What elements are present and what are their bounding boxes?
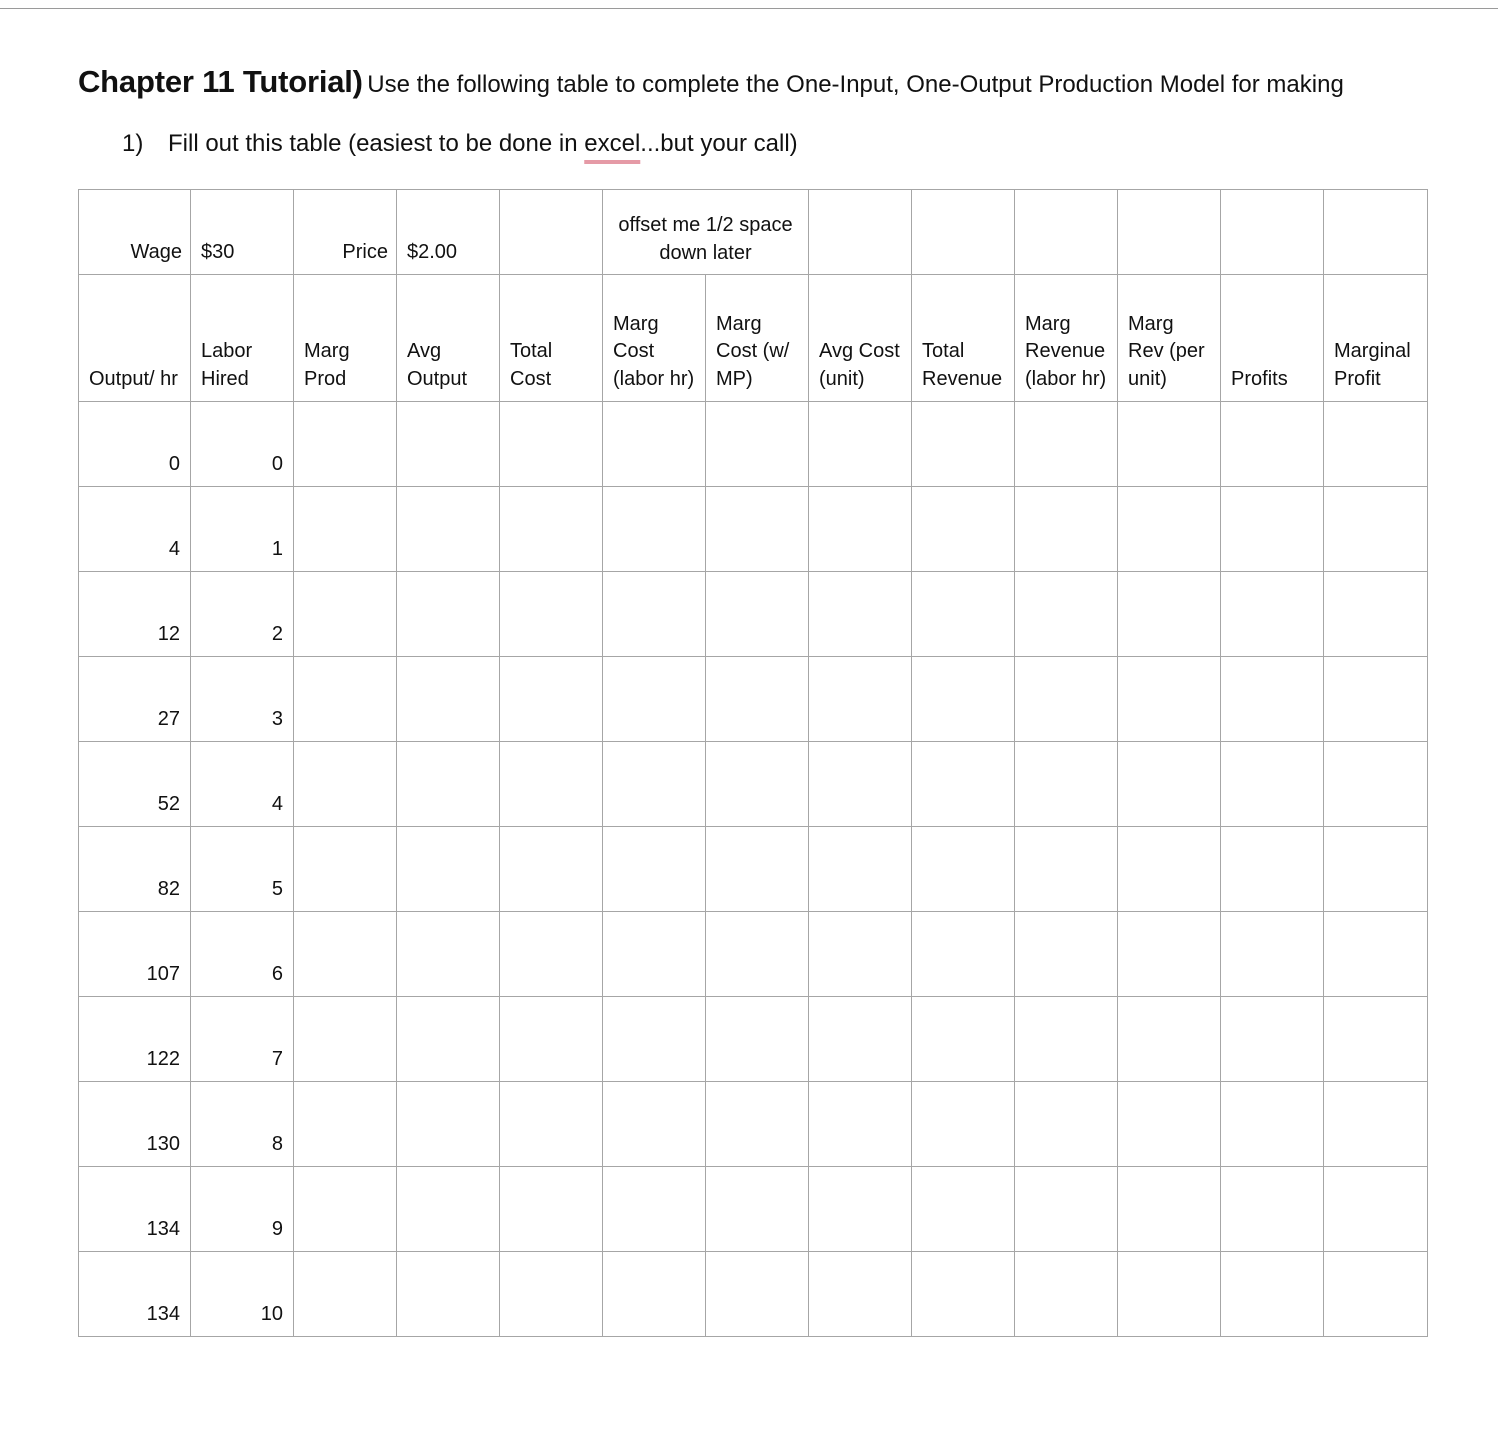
table-cell[interactable] (706, 1082, 809, 1167)
table-row (79, 402, 1428, 487)
table-cell[interactable] (1324, 1082, 1428, 1167)
table-row (79, 827, 1428, 912)
column-header: Profits (1221, 275, 1324, 402)
offset-note: offset me 1/2 space down later (603, 190, 809, 275)
table-cell[interactable] (294, 657, 397, 742)
table-row (79, 742, 1428, 827)
table-cell[interactable] (294, 997, 397, 1082)
table-cell[interactable] (397, 742, 500, 827)
table-cell[interactable] (294, 487, 397, 572)
labor-cell[interactable]: 7 (191, 997, 294, 1082)
table-cell[interactable] (500, 997, 603, 1082)
table-cell[interactable] (397, 487, 500, 572)
spellcheck-flagged-word[interactable]: excel (584, 130, 641, 157)
table-cell[interactable] (603, 657, 706, 742)
table-cell[interactable] (809, 1167, 912, 1252)
table-cell[interactable] (1324, 657, 1428, 742)
table-cell[interactable] (397, 997, 500, 1082)
labor-cell[interactable]: 6 (191, 912, 294, 997)
table-cell[interactable] (500, 742, 603, 827)
labor-cell[interactable]: 9 (191, 1167, 294, 1252)
title-rest: Use the following table to complete the One-Input, One-Output Production Model for making (367, 71, 1344, 98)
table-cell[interactable] (1118, 912, 1221, 997)
table-cell[interactable] (397, 1082, 500, 1167)
table-cell[interactable] (294, 402, 397, 487)
output-cell[interactable]: 4 (79, 487, 191, 572)
table-cell[interactable] (1221, 1252, 1324, 1337)
table-cell[interactable] (294, 1167, 397, 1252)
column-header: Marginal Profit (1324, 275, 1428, 402)
table-cell[interactable] (397, 1252, 500, 1337)
table-cell[interactable] (500, 657, 603, 742)
table-cell[interactable] (500, 1167, 603, 1252)
table-cell[interactable] (1221, 572, 1324, 657)
table-cell[interactable] (1118, 1252, 1221, 1337)
output-cell[interactable]: 134 (79, 1167, 191, 1252)
table-cell[interactable] (912, 1167, 1015, 1252)
table-cell[interactable] (1324, 572, 1428, 657)
table-cell[interactable] (397, 402, 500, 487)
table-cell[interactable] (1324, 190, 1428, 275)
table-cell[interactable] (294, 1082, 397, 1167)
table-cell[interactable] (1324, 742, 1428, 827)
table-cell[interactable] (1118, 997, 1221, 1082)
labor-cell[interactable]: 3 (191, 657, 294, 742)
page-title (78, 60, 1478, 110)
table-cell[interactable] (1324, 1167, 1428, 1252)
table-cell[interactable] (294, 912, 397, 997)
table-cell[interactable] (1324, 487, 1428, 572)
table-cell[interactable] (809, 402, 912, 487)
output-cell[interactable]: 82 (79, 827, 191, 912)
table-cell[interactable] (912, 912, 1015, 997)
table-cell[interactable] (1221, 402, 1324, 487)
table-cell[interactable] (809, 487, 912, 572)
price-value[interactable]: $2.00 (397, 190, 500, 275)
title-bold: Chapter 11 Tutorial) (78, 64, 363, 99)
labor-cell[interactable]: 4 (191, 742, 294, 827)
output-cell[interactable]: 27 (79, 657, 191, 742)
table-cell[interactable] (500, 827, 603, 912)
table-cell[interactable] (500, 572, 603, 657)
column-header: Marg Rev (per unit) (1118, 275, 1221, 402)
instruction-number: 1) (122, 130, 144, 157)
instruction (122, 124, 798, 164)
table-cell[interactable] (912, 190, 1015, 275)
table-cell[interactable] (603, 742, 706, 827)
table-cell[interactable] (294, 827, 397, 912)
column-header: Marg Cost (labor hr) (603, 275, 706, 402)
table-cell[interactable] (603, 1167, 706, 1252)
output-cell[interactable]: 134 (79, 1252, 191, 1337)
table-cell[interactable] (1015, 1252, 1118, 1337)
table-cell[interactable] (912, 1082, 1015, 1167)
table-cell[interactable] (1324, 827, 1428, 912)
table-cell[interactable] (397, 1167, 500, 1252)
labor-cell[interactable]: 8 (191, 1082, 294, 1167)
table-cell[interactable] (706, 487, 809, 572)
table-cell[interactable] (809, 190, 912, 275)
table-cell[interactable] (912, 742, 1015, 827)
labor-cell[interactable]: 5 (191, 827, 294, 912)
table-cell[interactable] (809, 997, 912, 1082)
table-cell[interactable] (912, 997, 1015, 1082)
output-cell[interactable]: 107 (79, 912, 191, 997)
table-cell[interactable] (397, 657, 500, 742)
table-cell[interactable] (912, 572, 1015, 657)
table-cell[interactable] (603, 1082, 706, 1167)
table-cell[interactable] (1118, 487, 1221, 572)
column-header: Output/ hr (79, 275, 191, 402)
column-header: Total Revenue (912, 275, 1015, 402)
table-cell[interactable] (1324, 1252, 1428, 1337)
labor-cell[interactable]: 1 (191, 487, 294, 572)
table-row (79, 997, 1428, 1082)
table-cell[interactable] (1221, 912, 1324, 997)
table-cell[interactable] (809, 912, 912, 997)
labor-cell[interactable]: 2 (191, 572, 294, 657)
table-cell[interactable] (1015, 190, 1118, 275)
table-cell[interactable] (294, 742, 397, 827)
table-cell[interactable] (809, 657, 912, 742)
column-header: Avg Output (397, 275, 500, 402)
table-cell[interactable] (603, 1252, 706, 1337)
table-cell[interactable] (397, 912, 500, 997)
table-cell[interactable] (1118, 1082, 1221, 1167)
price-label: Price (294, 190, 397, 275)
table-cell[interactable] (706, 742, 809, 827)
table-cell[interactable] (1015, 827, 1118, 912)
table-cell[interactable] (1221, 657, 1324, 742)
table-row (79, 487, 1428, 572)
column-header: Labor Hired (191, 275, 294, 402)
table-cell[interactable] (1015, 742, 1118, 827)
table-cell[interactable] (809, 1252, 912, 1337)
table-cell[interactable] (706, 1252, 809, 1337)
table-cell[interactable] (603, 572, 706, 657)
production-table (78, 189, 1428, 1337)
table-row (79, 912, 1428, 997)
table-cell[interactable] (809, 827, 912, 912)
table-cell[interactable] (1118, 657, 1221, 742)
table-cell[interactable] (603, 402, 706, 487)
table-cell[interactable] (912, 402, 1015, 487)
table-cell[interactable] (706, 827, 809, 912)
table-row (79, 1082, 1428, 1167)
output-cell[interactable]: 52 (79, 742, 191, 827)
table-cell[interactable] (706, 572, 809, 657)
table-cell[interactable] (1118, 742, 1221, 827)
table-cell[interactable] (912, 1252, 1015, 1337)
top-divider (0, 8, 1498, 9)
instruction-text: Fill out this table (easiest to be done in (168, 130, 578, 157)
output-cell[interactable]: 0 (79, 402, 191, 487)
table-cell[interactable] (603, 827, 706, 912)
table-cell[interactable] (1015, 572, 1118, 657)
table-cell[interactable] (500, 1082, 603, 1167)
table-cell[interactable] (1221, 742, 1324, 827)
table-cell[interactable] (1221, 1167, 1324, 1252)
table-cell[interactable] (706, 402, 809, 487)
table-cell[interactable] (1221, 190, 1324, 275)
table-row (79, 1167, 1428, 1252)
table-cell[interactable] (912, 657, 1015, 742)
wage-label: Wage (79, 190, 191, 275)
output-cell[interactable]: 130 (79, 1082, 191, 1167)
table-cell[interactable] (706, 997, 809, 1082)
table-cell[interactable] (1015, 1167, 1118, 1252)
labor-cell[interactable]: 10 (191, 1252, 294, 1337)
table-cell[interactable] (1015, 912, 1118, 997)
column-header: Marg Cost (w/ MP) (706, 275, 809, 402)
table-cell[interactable] (1118, 572, 1221, 657)
table-cell[interactable] (1324, 912, 1428, 997)
table-cell[interactable] (912, 487, 1015, 572)
table-cell[interactable] (1118, 827, 1221, 912)
table-cell[interactable] (294, 572, 397, 657)
parameter-row (79, 190, 1428, 275)
table-cell[interactable] (1221, 1082, 1324, 1167)
wage-value[interactable]: $30 (191, 190, 294, 275)
table-cell[interactable] (500, 190, 603, 275)
table-cell[interactable] (1221, 487, 1324, 572)
table-cell[interactable] (1324, 997, 1428, 1082)
column-header: Marg Revenue (labor hr) (1015, 275, 1118, 402)
table-cell[interactable] (809, 742, 912, 827)
table-cell[interactable] (397, 827, 500, 912)
table-row (79, 572, 1428, 657)
table-row (79, 1252, 1428, 1337)
table-cell[interactable] (1015, 1082, 1118, 1167)
column-header: Marg Prod (294, 275, 397, 402)
output-cell[interactable]: 122 (79, 997, 191, 1082)
table-cell[interactable] (706, 912, 809, 997)
table-cell[interactable] (1118, 1167, 1221, 1252)
table-cell[interactable] (294, 1252, 397, 1337)
table-cell[interactable] (1221, 827, 1324, 912)
table-cell[interactable] (1015, 402, 1118, 487)
table-cell[interactable] (1118, 190, 1221, 275)
table-cell[interactable] (1015, 487, 1118, 572)
column-header: Total Cost (500, 275, 603, 402)
table-cell[interactable] (603, 487, 706, 572)
table-cell[interactable] (1015, 657, 1118, 742)
table-cell[interactable] (1015, 997, 1118, 1082)
table-cell[interactable] (500, 912, 603, 997)
table-cell[interactable] (706, 1167, 809, 1252)
table-cell[interactable] (500, 487, 603, 572)
table-cell[interactable] (1324, 402, 1428, 487)
instruction-text-end: ...but your call) (640, 130, 798, 157)
column-header: Avg Cost (unit) (809, 275, 912, 402)
table-cell[interactable] (1221, 997, 1324, 1082)
table-cell[interactable] (500, 1252, 603, 1337)
column-header-row (79, 275, 1428, 402)
table-cell[interactable] (809, 1082, 912, 1167)
table-cell[interactable] (809, 572, 912, 657)
labor-cell[interactable]: 0 (191, 402, 294, 487)
table-cell[interactable] (912, 827, 1015, 912)
table-cell[interactable] (603, 912, 706, 997)
table-cell[interactable] (500, 402, 603, 487)
table-cell[interactable] (397, 572, 500, 657)
table-row (79, 657, 1428, 742)
table-cell[interactable] (1118, 402, 1221, 487)
output-cell[interactable]: 12 (79, 572, 191, 657)
table-cell[interactable] (603, 997, 706, 1082)
table-cell[interactable] (706, 657, 809, 742)
